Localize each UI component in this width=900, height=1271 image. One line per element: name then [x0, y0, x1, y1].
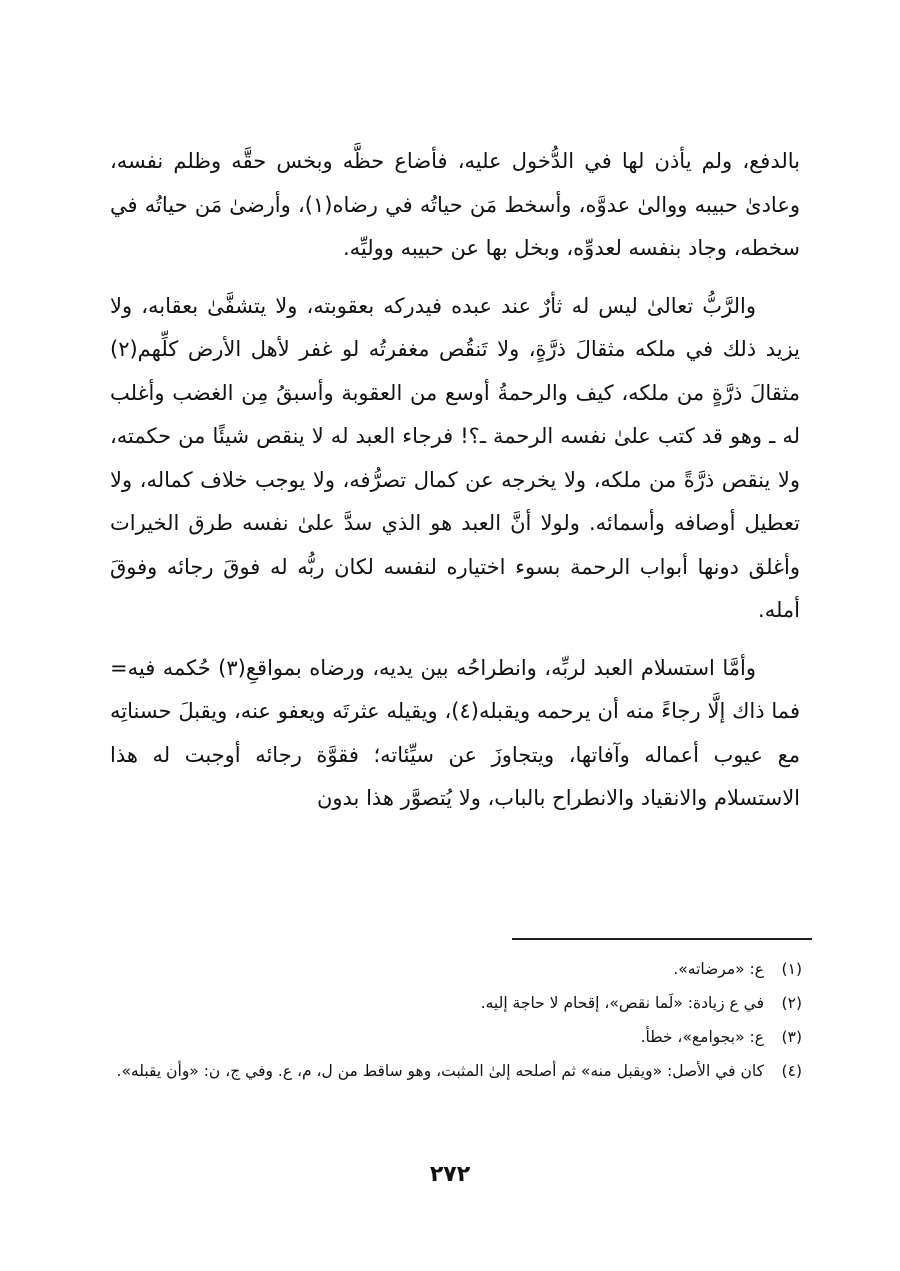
footnote-number: (٣) — [781, 1028, 802, 1046]
footnote-4 — [110, 1054, 802, 1088]
footnote-3 — [110, 1020, 802, 1054]
paragraph-3: وأمَّا استسلام العبد لربِّه، وانطراحُه بين يديه، ورضاه بمواقعِ(٣) حُكمه فيه= فما ذاك إلَّا رجاءً منه أن يرحمه ويقبله(٤)، ويقيله عثرتَه ويعفو عنه، ويقبلَ حسناتِه مع عيوب أعماله وآفاتها، ويتجاوزَ عن سيِّئاته؛ فقوَّة رجائه أوجبت له هذا الاستسلام والانقياد والانطراح بالباب، ولا يُتصوَّر هذا بدون — [110, 655, 800, 810]
footnote-text: ع: «بجوامع»، خطأ. — [640, 1028, 764, 1046]
page-number: ٢٧٢ — [429, 1162, 471, 1187]
footnote-2 — [110, 986, 802, 1020]
footnote-text: ع: «مرضاته». — [673, 960, 764, 978]
paragraph-2: والرَّبُّ تعالىٰ ليس له ثأرٌ عند عبده فيدركه بعقوبته، ولا يتشفَّىٰ بعقابه، ولا يزيد ذلك في ملكه مثقالَ ذرَّةٍ، ولا تَنقُص مغفرتُه لو غفر لأهل الأرض كلِّهم(٢) مثقالَ ذرَّةٍ من ملكه، كيف والرحمةُ أوسع من العقوبة وأسبقُ مِن الغضب وأغلب له ـ وهو قد كتب علىٰ نفسه الرحمة ـ؟! فرجاء العبد له لا ينقص شيئًا من حكمته، ولا ينقص ذرَّةً من ملكه، ولا يخرجه عن كمال تصرُّفه، ولا يوجب خلاف كماله، ولا تعطيل أوصافه وأسمائه. ولولا أنَّ العبد هو الذي سدَّ علىٰ نفسه طرق الخيرات وأغلق دونها أبواب الرحمة بسوء اختياره لنفسه لكان ربُّه له فوقَ رجائه وفوقَ أمله. — [110, 293, 800, 622]
footnote-1 — [110, 952, 802, 986]
footnote-text: كان في الأصل: «ويقبل منه» ثم أصلحه إلىٰ المثبت، وهو ساقط من ل، م، ع. وفي ج، ن: «وأن يقبله». — [116, 1062, 764, 1080]
footnote-number: (٤) — [781, 1062, 802, 1080]
footnotes — [110, 952, 802, 1088]
main-text — [110, 140, 800, 835]
footnote-number: (٢) — [781, 994, 802, 1012]
footnote-number: (١) — [781, 960, 802, 978]
footnote-text: في ع زيادة: «لَما نقص»، إقحام لا حاجة إليه. — [480, 994, 764, 1012]
paragraph-1: بالدفع، ولم يأذن لها في الدُّخول عليه، فأضاع حظَّه وبخس حقَّه وظلم نفسه، وعادىٰ حبيبه ووالىٰ عدوَّه، وأسخط مَن حياتُه في رضاه(١)، وأرضىٰ مَن حياتُه في سخطه، وجاد بنفسه لعدوِّه، وبخل بها عن حبيبه ووليِّه. — [110, 149, 800, 260]
footnote-separator — [512, 938, 812, 940]
